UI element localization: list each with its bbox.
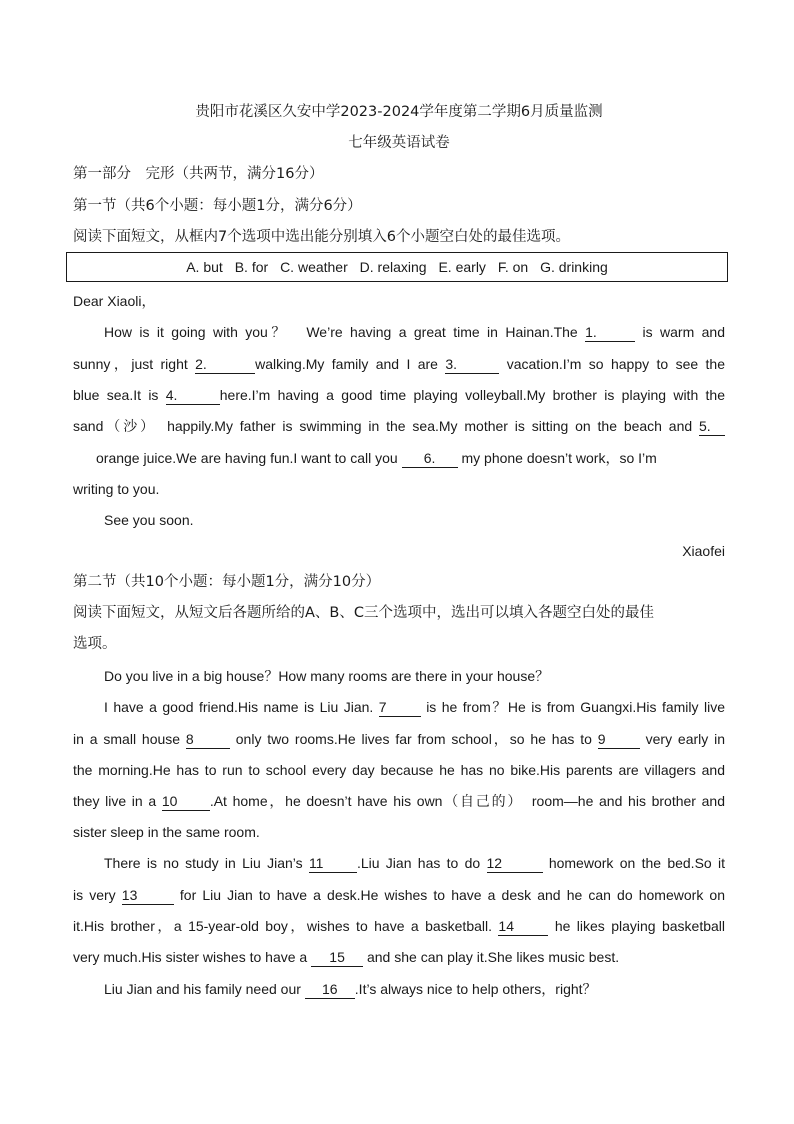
passage-line: There is no study in Liu Jian’s 11 .Liu Jian has to do 12 homework on the bed.So it xyxy=(104,855,725,871)
passage-line: Do you live in a big house？How many rooms are there in your house？ xyxy=(104,668,550,684)
exam-title: 贵阳市花溪区久安中学2023-2024学年度第二学期6月质量监测 xyxy=(195,104,603,120)
option-b: B. for xyxy=(234,259,269,275)
blank-10: 10 xyxy=(162,793,210,811)
passage-line: in a small house 8 only two rooms.He lives far from school，so he has to 9 very early in xyxy=(73,731,726,747)
blank-9: 9 xyxy=(598,731,640,749)
blank-16: 16 xyxy=(305,981,355,999)
option-g: G. drinking xyxy=(540,259,608,275)
blank-6: 6. xyxy=(402,450,458,468)
passage-line: I have a good friend.His name is Liu Jian. 7 is he from？He is from Guangxi.His family live xyxy=(104,699,725,715)
letter-line: orange juice.We are having fun.I want to call you 6. my phone doesn’t work，so I’m xyxy=(96,450,657,466)
letter-closing: See you soon. xyxy=(104,512,194,528)
option-f: F. on xyxy=(497,259,529,275)
passage-line: sister sleep in the same room. xyxy=(73,824,260,840)
letter-greeting: Dear Xiaoli， xyxy=(73,293,156,309)
option-a: A. but xyxy=(186,259,223,275)
blank-11: 11 xyxy=(309,855,357,873)
letter-line: blue sea.It is 4. here.I’m having a good time playing volleyball.My brother is playing with the xyxy=(73,387,726,403)
blank-4: 4. xyxy=(166,387,220,405)
passage-line: the morning.He has to run to school every day because he has no bike.His parents are villagers and xyxy=(73,762,725,778)
letter-line: sand（沙） happily.My father is swimming in the sea.My mother is sitting on the beach and 5. xyxy=(73,415,725,437)
blank-5: 5. xyxy=(699,418,725,436)
letter-line: How is it going with you？ We’re having a great time in Hainan.The 1. is warm and xyxy=(104,324,726,340)
passage-line: it.His brother，a 15-year-old boy，wishes to have a basketball. 14 he likes playing basketball xyxy=(73,918,726,934)
passage-line: is very 13 for Liu Jian to have a desk.He wishes to have a desk and he can do homework on xyxy=(73,887,725,903)
option-e: E. early xyxy=(438,259,486,275)
blank-3: 3. xyxy=(445,356,499,374)
exam-subtitle: 七年级英语试卷 xyxy=(348,135,450,151)
blank-13: 13 xyxy=(122,887,174,905)
blank-7: 7 xyxy=(379,699,421,717)
blank-8: 8 xyxy=(186,731,230,749)
blank-14: 14 xyxy=(498,918,548,936)
section1-instruction: 阅读下面短文，从框内7个选项中选出能分别填入6个小题空白处的最佳选项。 xyxy=(73,229,570,245)
passage-line: very much.His sister wishes to have a 15 and she can play it.She likes music best. xyxy=(73,949,620,965)
part1-heading: 第一部分 完形（共两节，满分16分） xyxy=(73,166,324,182)
blank-12: 12 xyxy=(487,855,543,873)
blank-2: 2. xyxy=(195,356,255,374)
blank-15: 15 xyxy=(311,949,363,967)
options-box xyxy=(66,252,728,282)
letter-signature: Xiaofei xyxy=(682,543,725,559)
option-c: C. weather xyxy=(280,259,348,275)
section1-heading: 第一节（共6个小题：每小题1分，满分6分） xyxy=(73,198,362,214)
option-d: D. relaxing xyxy=(359,259,427,275)
section2-heading: 第二节（共10个小题：每小题1分，满分10分） xyxy=(73,574,381,590)
passage-line: Liu Jian and his family need our 16 .It’s always nice to help others，right？ xyxy=(104,981,597,997)
letter-line: sunny，just right 2. walking.My family and I are 3. vacation.I’m so happy to see the xyxy=(73,356,725,372)
blank-1: 1. xyxy=(585,324,635,342)
letter-line: writing to you. xyxy=(73,481,160,497)
passage-line: they live in a 10 .At home，he doesn’t have his own（自己的） room—he and his brother and xyxy=(73,793,725,809)
section2-instruction-cont: 选项。 xyxy=(73,636,117,652)
section2-instruction: 阅读下面短文，从短文后各题所给的A、B、C三个选项中，选出可以填入各题空白处的最佳 xyxy=(73,605,654,621)
